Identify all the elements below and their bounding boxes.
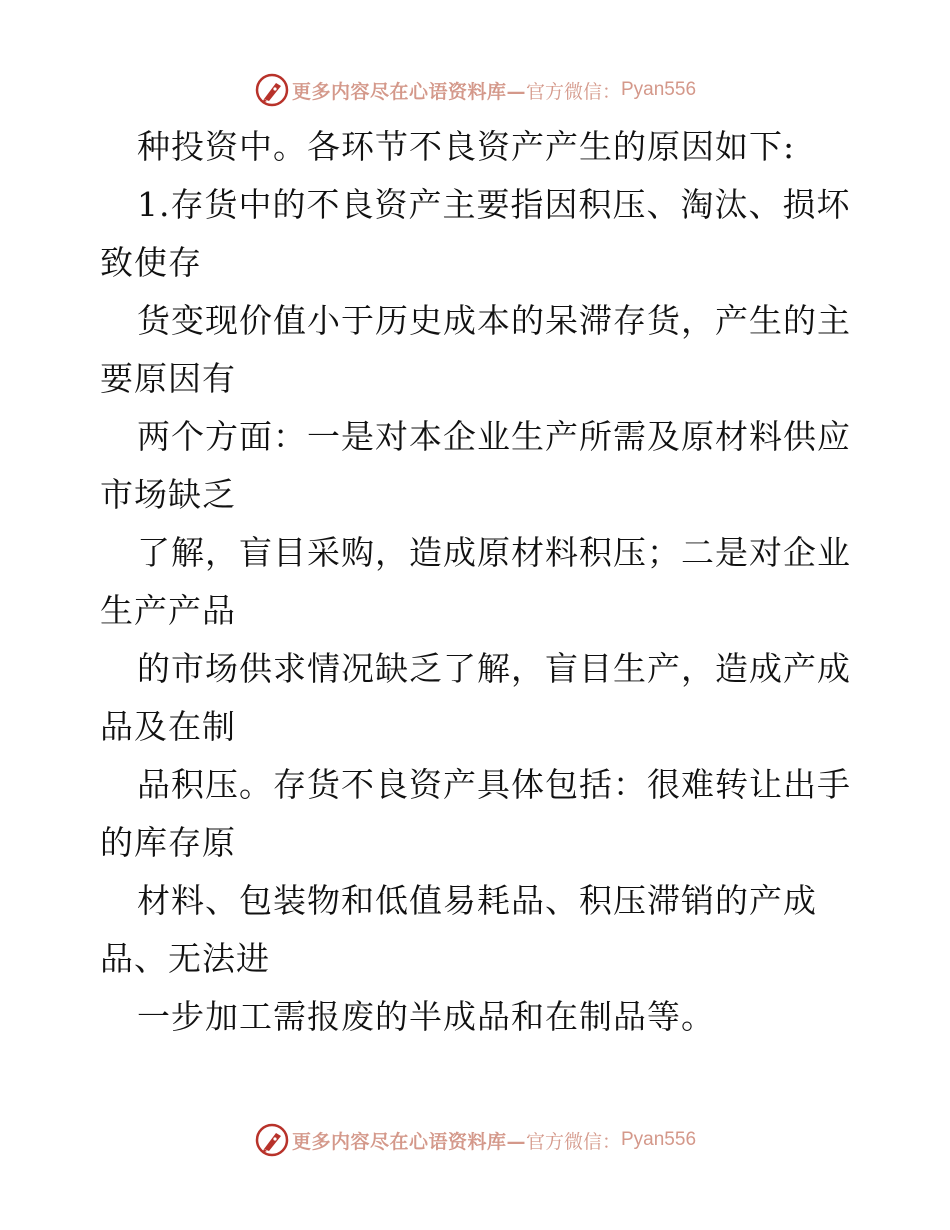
body-line: 致使存: [100, 243, 202, 282]
body-line: 的库存原: [100, 823, 236, 862]
header-watermark-text: 更多内容尽在心语资料库—: [291, 80, 526, 103]
body-line: 材料、包装物和低值易耗品、积压滞销的产成: [137, 881, 817, 920]
pen-nib-logo-icon: [254, 1122, 290, 1158]
body-line: 品积压。存货不良资产具体包括：很难转让出手: [137, 765, 851, 804]
body-line: 种投资中。各环节不良资产产生的原因如下:: [137, 127, 796, 166]
body-line: 1.存货中的不良资产主要指因积压、淘汰、损坏: [137, 185, 851, 224]
footer-wechat-id: Pyan556: [621, 1129, 697, 1150]
document-body: [100, 118, 860, 1046]
body-line: 的市场供求情况缺乏了解，盲目生产，造成产成: [137, 649, 851, 688]
header-wechat-label: 官方微信：: [525, 80, 621, 103]
body-line: 市场缺乏: [100, 475, 236, 514]
footer-wechat-label: 官方微信：: [525, 1130, 621, 1153]
page-footer-watermark: [0, 1120, 950, 1160]
page-header-watermark: [0, 70, 950, 110]
body-line: 品、无法进: [100, 939, 270, 978]
pen-nib-logo-icon: [254, 72, 290, 108]
body-line: 生产产品: [100, 591, 236, 630]
header-wechat-id: Pyan556: [621, 79, 697, 100]
body-line: 了解，盲目采购，造成原材料积压；二是对企业: [137, 533, 851, 572]
body-line: 品及在制: [100, 707, 236, 746]
body-line: 货变现价值小于历史成本的呆滞存货，产生的主: [137, 301, 851, 340]
body-line: 要原因有: [100, 359, 236, 398]
footer-watermark-text: 更多内容尽在心语资料库—: [291, 1130, 526, 1153]
body-line: 一步加工需报废的半成品和在制品等。: [137, 997, 715, 1036]
body-line: 两个方面：一是对本企业生产所需及原材料供应: [137, 417, 851, 456]
